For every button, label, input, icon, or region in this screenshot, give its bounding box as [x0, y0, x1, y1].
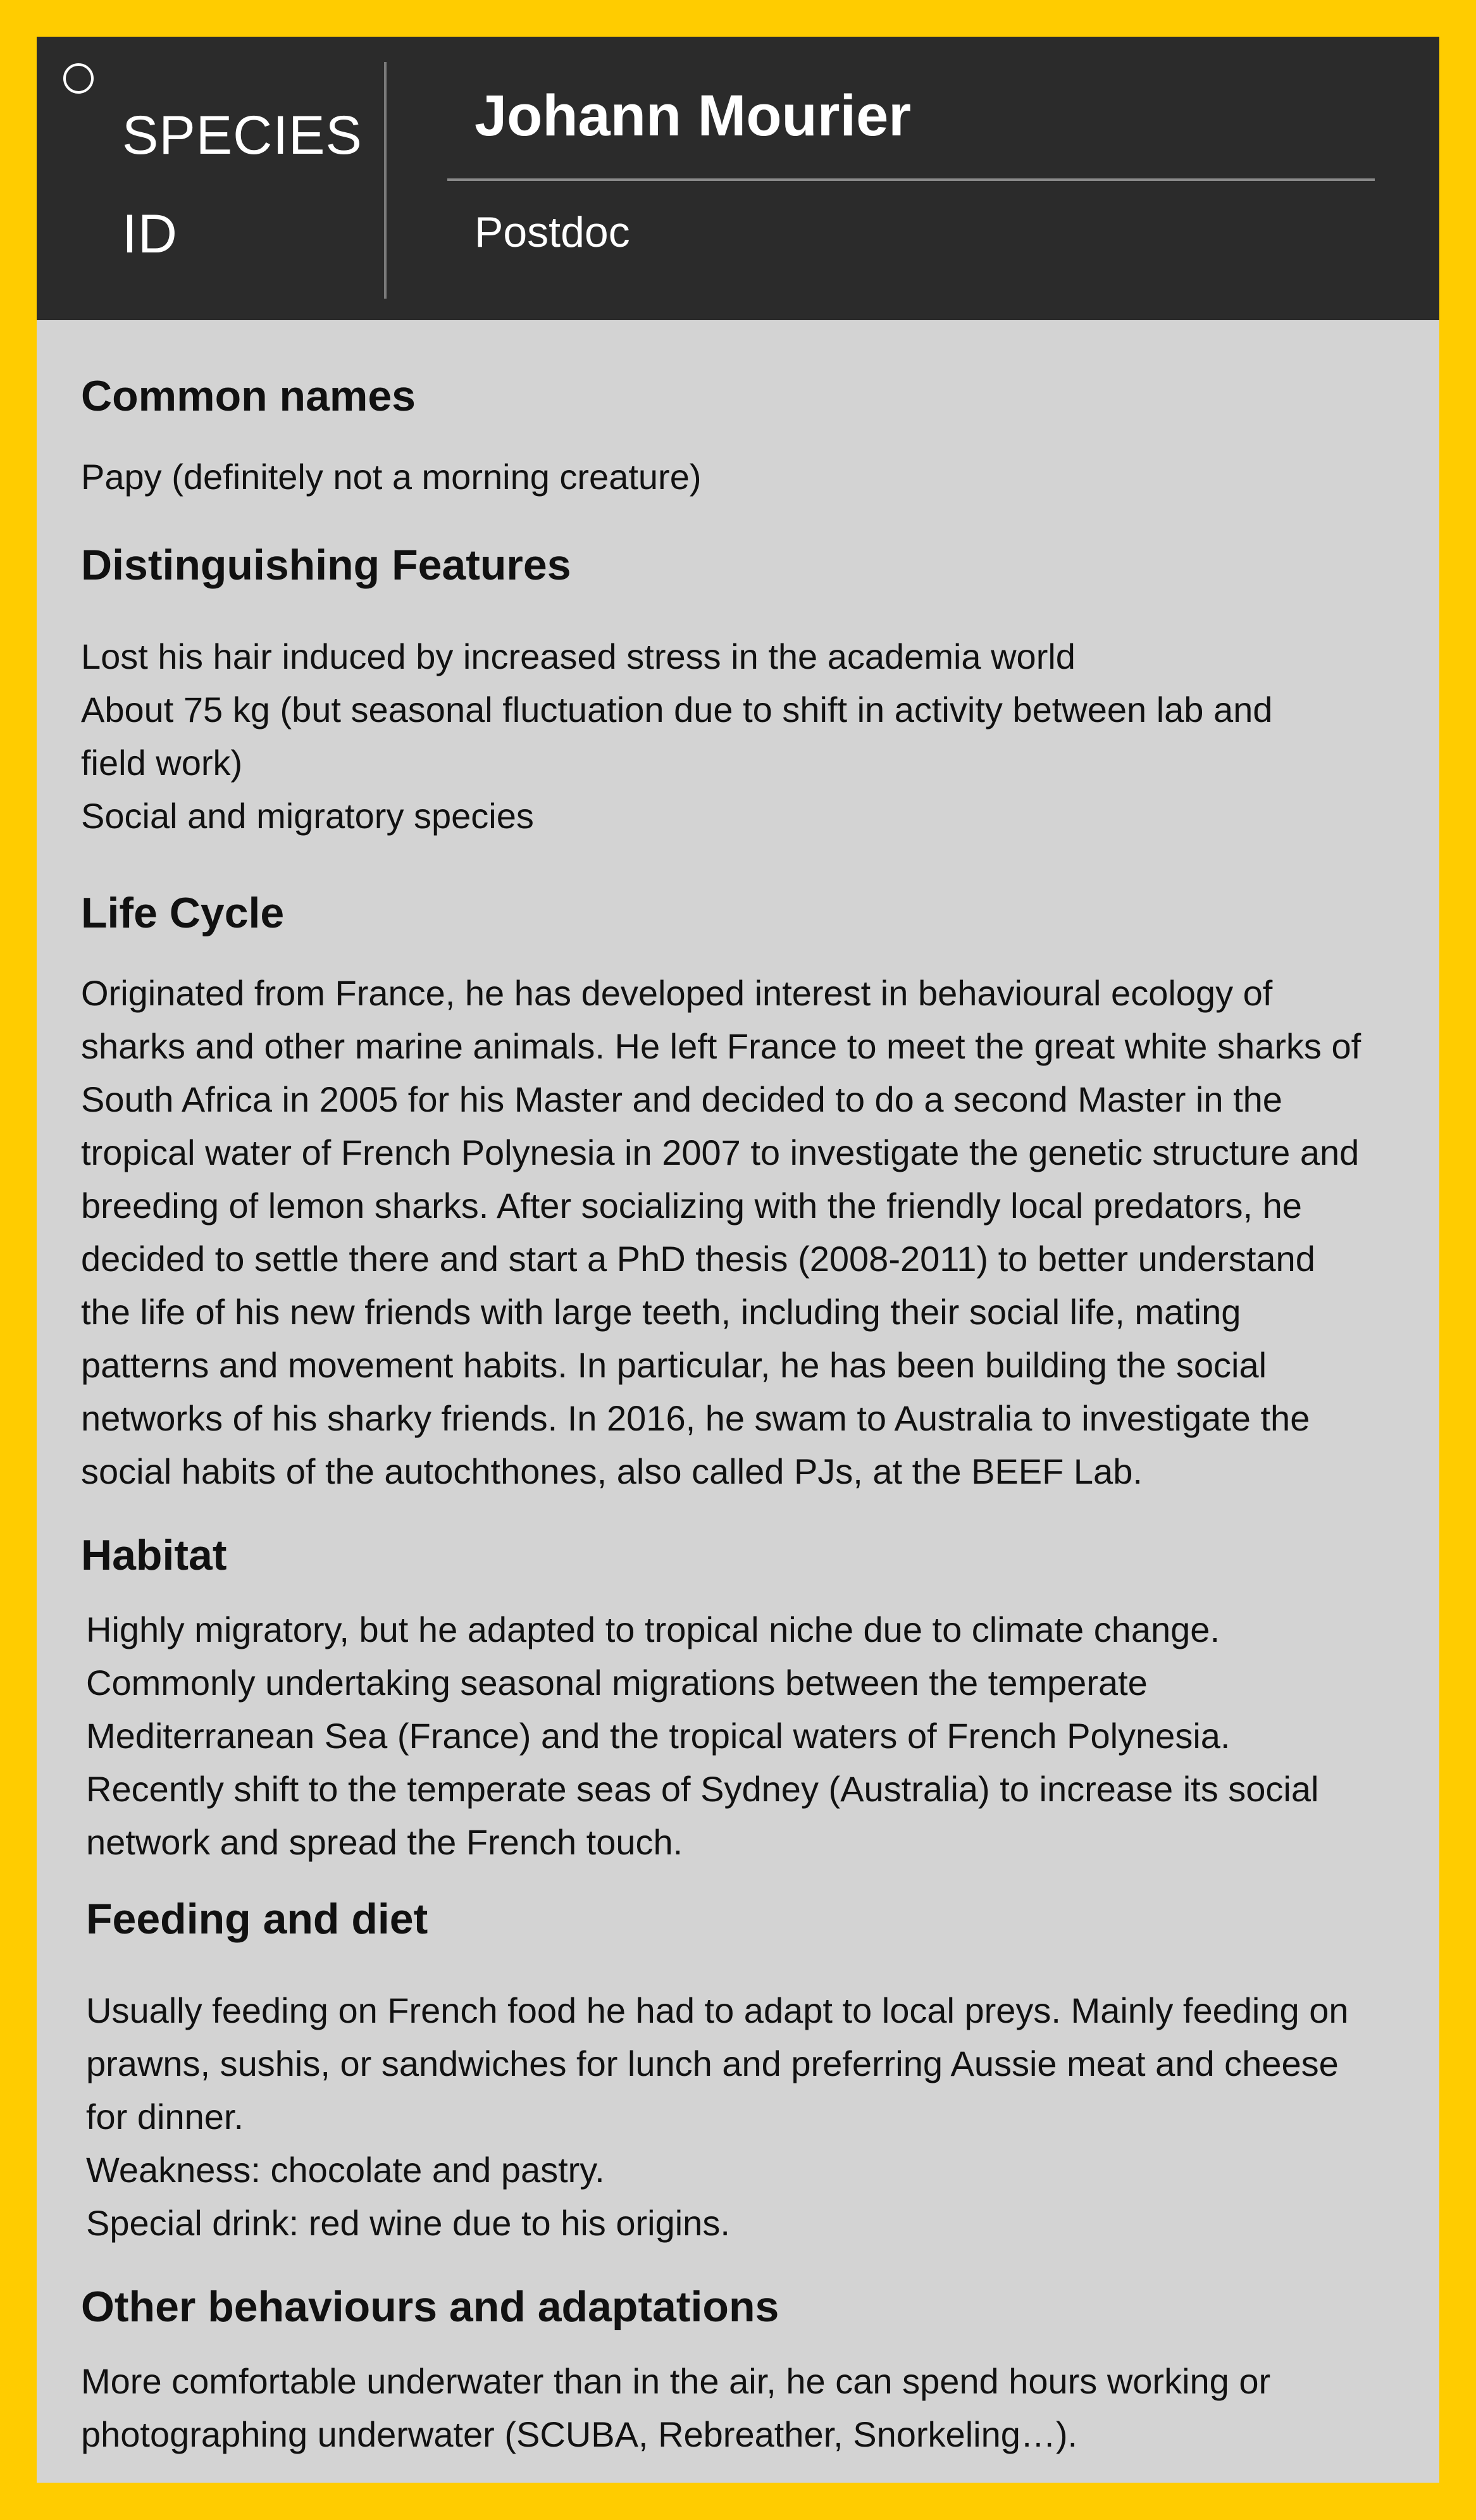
species-id-card	[37, 37, 1439, 2483]
habitat-heading: Habitat	[81, 1531, 227, 1579]
text-line: Originated from France, he has developed interest in behavioural ecology of	[81, 973, 1273, 1013]
header-divider-vertical	[384, 62, 387, 299]
feeding-heading: Feeding and diet	[86, 1895, 428, 1943]
text-line: Mediterranean Sea (France) and the tropical waters of French Polynesia.	[86, 1716, 1231, 1756]
behaviours-heading: Other behaviours and adaptations	[81, 2283, 779, 2331]
text-line: Weakness: chocolate and pastry.	[86, 2150, 605, 2190]
text-line: Usually feeding on French food he had to adapt to local preys. Mainly feeding on	[86, 1990, 1349, 2030]
person-role: Postdoc	[474, 208, 630, 256]
text-line: networks of his sharky friends. In 2016, he swam to Australia to investigate the	[81, 1398, 1310, 1438]
text-line: Lost his hair induced by increased stress in the academia world	[81, 636, 1076, 676]
behaviours-text	[81, 2355, 1270, 2461]
text-line: prawns, sushis, or sandwiches for lunch and preferring Aussie meat and cheese	[86, 2044, 1339, 2083]
species-id-label: SPECIES ID	[122, 105, 363, 264]
text-line: decided to settle there and start a PhD thesis (2008-2011) to better understand	[81, 1239, 1315, 1279]
circle-icon	[63, 63, 94, 94]
card-header	[37, 37, 1439, 320]
common-names-text	[81, 450, 702, 504]
features-heading: Distinguishing Features	[81, 541, 571, 589]
text-line: breeding of lemon sharks. After socializing with the friendly local predators, he	[81, 1186, 1302, 1226]
text-line: photographing underwater (SCUBA, Rebreather, Snorkeling…).	[81, 2414, 1078, 2454]
habitat-text	[86, 1603, 1318, 1869]
header-divider-horizontal	[447, 178, 1375, 181]
text-line: Commonly undertaking seasonal migrations between the temperate	[86, 1663, 1148, 1703]
common-names-heading: Common names	[81, 372, 416, 420]
features-text	[81, 630, 1272, 843]
text-line: More comfortable underwater than in the air, he can spend hours working or	[81, 2361, 1271, 2401]
text-line: Papy (definitely not a morning creature)	[81, 457, 702, 497]
person-name: Johann Mourier	[474, 84, 912, 148]
text-line: patterns and movement habits. In particular, he has been building the social	[81, 1345, 1267, 1385]
text-line: About 75 kg (but seasonal fluctuation due to shift in activity between lab and	[81, 690, 1273, 729]
text-line: network and spread the French touch.	[86, 1822, 683, 1862]
life-cycle-text	[81, 967, 1361, 1498]
feeding-text	[86, 1984, 1349, 2250]
text-line: the life of his new friends with large teeth, including their social life, mating	[81, 1292, 1241, 1332]
text-line: Highly migratory, but he adapted to tropical niche due to climate change.	[86, 1610, 1220, 1649]
text-line: Social and migratory species	[81, 796, 534, 836]
text-line: South Africa in 2005 for his Master and decided to do a second Master in the	[81, 1079, 1282, 1119]
text-line: for dinner.	[86, 2097, 244, 2137]
life-cycle-heading: Life Cycle	[81, 889, 285, 937]
text-line: sharks and other marine animals. He left France to meet the great white sharks of	[81, 1026, 1361, 1066]
text-line: social habits of the autochthones, also called PJs, at the BEEF Lab.	[81, 1451, 1143, 1491]
text-line: Special drink: red wine due to his origins.	[86, 2203, 730, 2243]
text-line: field work)	[81, 743, 243, 783]
text-line: tropical water of French Polynesia in 2007 to investigate the genetic structure and	[81, 1133, 1360, 1172]
text-line: Recently shift to the temperate seas of Sydney (Australia) to increase its social	[86, 1769, 1319, 1809]
